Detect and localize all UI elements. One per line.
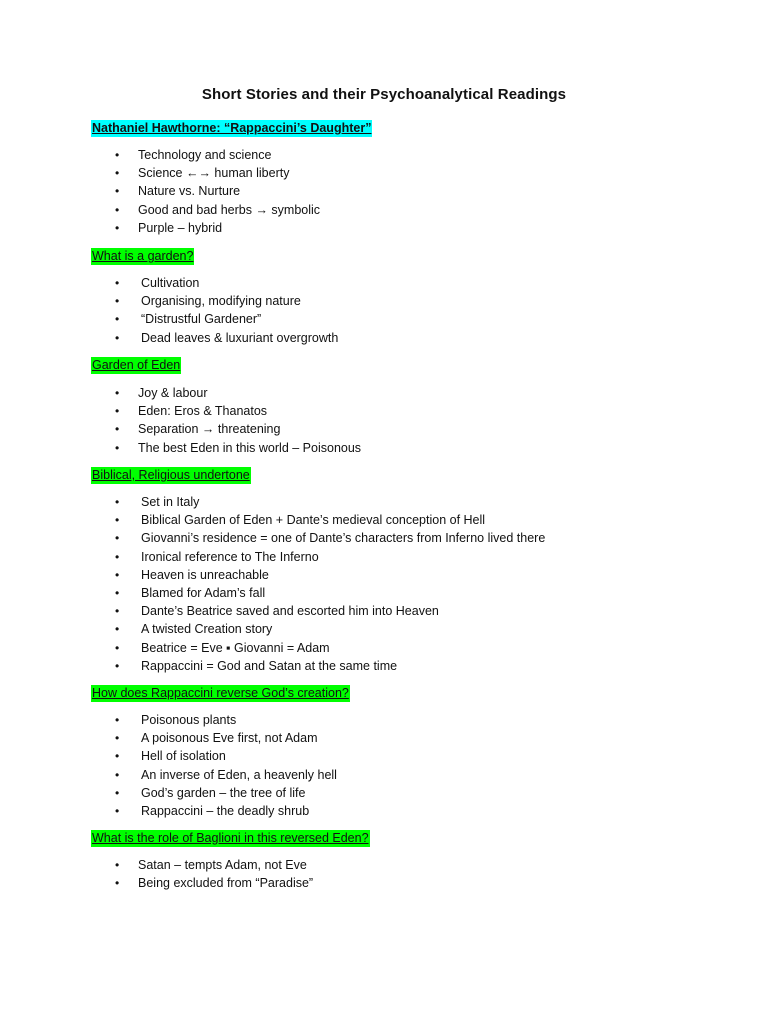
list-item xyxy=(0,310,338,328)
list-item-text: Hell of isolation xyxy=(141,749,226,764)
list-item-text: Rappaccini – the deadly shrub xyxy=(141,803,310,818)
list-item xyxy=(0,146,320,164)
list-item-text: Organising, modifying nature xyxy=(141,294,301,309)
bullet-icon: • xyxy=(115,294,120,309)
list-item xyxy=(0,182,320,200)
bullet-icon: • xyxy=(115,658,120,673)
section-heading-biblical: Biblical, Religious undertone xyxy=(92,468,250,482)
page-title: Short Stories and their Psychoanalytical Readings xyxy=(201,86,567,103)
list-item xyxy=(0,802,337,820)
list-item xyxy=(0,620,545,638)
bullet-icon: • xyxy=(115,567,120,582)
bullet-list-eden xyxy=(0,384,361,457)
list-item-text: Joy & labour xyxy=(138,386,208,400)
bullet-icon: • xyxy=(115,640,120,655)
bullet-icon: • xyxy=(115,276,120,290)
bullet-list-reverse xyxy=(0,711,337,820)
list-item xyxy=(0,164,320,182)
bullet-icon: • xyxy=(115,622,120,637)
bullet-icon: • xyxy=(115,440,120,455)
bullet-icon: • xyxy=(115,713,120,727)
list-item-text: A poisonous Eve first, not Adam xyxy=(141,731,318,746)
list-item-text: Heaven is unreachable xyxy=(141,567,269,582)
list-item-text: Beatrice = Eve ▪ Giovanni = Adam xyxy=(141,640,330,655)
section-heading-eden: Garden of Eden xyxy=(92,358,181,372)
list-item-text: A twisted Creation story xyxy=(141,622,273,637)
bullet-icon: • xyxy=(115,785,120,800)
bullet-icon: • xyxy=(115,749,120,764)
list-item-text: An inverse of Eden, a heavenly hell xyxy=(141,767,337,782)
list-item-text: Dante’s Beatrice saved and escorted him into Heaven xyxy=(141,604,439,619)
list-item xyxy=(0,766,337,784)
list-item-text: Good and bad herbs → symbolic xyxy=(138,202,321,217)
bullet-icon: • xyxy=(115,876,120,891)
section-heading-garden: What is a garden? xyxy=(92,249,194,263)
list-item-text: Set in Italy xyxy=(141,495,200,509)
bullet-icon: • xyxy=(115,312,120,327)
list-item-text: Separation → threatening xyxy=(138,422,281,437)
bullet-icon: • xyxy=(115,422,120,437)
list-item xyxy=(0,439,361,457)
list-item xyxy=(0,201,320,219)
list-item-text: Nature vs. Nurture xyxy=(138,184,241,199)
list-item xyxy=(0,784,337,802)
list-item xyxy=(0,711,337,729)
bullet-icon: • xyxy=(115,148,120,162)
list-item-text: Giovanni’s residence = one of Dante’s characters from Inferno lived there xyxy=(141,531,546,546)
bullet-icon: • xyxy=(115,803,120,818)
bullet-icon: • xyxy=(115,404,120,419)
list-item xyxy=(0,548,545,566)
list-item-text: Ironical reference to The Inferno xyxy=(141,549,319,564)
bullet-icon: • xyxy=(115,202,120,217)
bullet-icon: • xyxy=(115,330,120,345)
list-item xyxy=(0,584,545,602)
section-heading-baglioni: What is the role of Baglioni in this reversed Eden? xyxy=(92,831,369,845)
bullet-icon: • xyxy=(115,220,120,235)
list-item xyxy=(0,274,338,292)
list-item xyxy=(0,493,545,511)
bullet-icon: • xyxy=(115,495,120,509)
list-item-text: God’s garden – the tree of life xyxy=(141,785,306,800)
list-item-text: Dead leaves & luxuriant overgrowth xyxy=(141,330,339,345)
list-item xyxy=(0,384,361,402)
list-item-text: Satan – tempts Adam, not Eve xyxy=(138,858,307,872)
bullet-icon: • xyxy=(115,767,120,782)
bullet-icon: • xyxy=(115,184,120,199)
section-heading-reverse: How does Rappaccini reverse God’s creation? xyxy=(92,686,349,700)
list-item xyxy=(0,747,337,765)
bullet-icon: • xyxy=(115,858,120,872)
list-item xyxy=(0,511,545,529)
bullet-list-garden xyxy=(0,274,338,347)
list-item xyxy=(0,856,313,874)
list-item-text: The best Eden in this world – Poisonous xyxy=(138,440,362,455)
list-item-text: Poisonous plants xyxy=(141,713,237,727)
list-item xyxy=(0,729,337,747)
list-item-text: Blamed for Adam’s fall xyxy=(141,585,266,600)
list-item xyxy=(0,420,361,438)
bullet-icon: • xyxy=(115,386,120,400)
list-item-text: Rappaccini = God and Satan at the same time xyxy=(141,658,398,673)
list-item xyxy=(0,657,545,675)
bullet-icon: • xyxy=(115,604,120,619)
list-item xyxy=(0,639,545,657)
bullet-list-baglioni xyxy=(0,856,313,892)
list-item xyxy=(0,529,545,547)
list-item-text: Being excluded from “Paradise” xyxy=(138,876,314,891)
bullet-icon: • xyxy=(115,585,120,600)
bullet-icon: • xyxy=(115,531,120,546)
bullet-icon: • xyxy=(115,731,120,746)
list-item xyxy=(0,329,338,347)
list-item-text: Cultivation xyxy=(141,276,200,290)
list-item xyxy=(0,219,320,237)
section-heading-hawthorne: Nathaniel Hawthorne: “Rappaccini’s Daughter” xyxy=(92,121,372,135)
list-item xyxy=(0,874,313,892)
list-item xyxy=(0,292,338,310)
bullet-list-biblical xyxy=(0,493,545,675)
list-item xyxy=(0,566,545,584)
bullet-icon: • xyxy=(115,513,120,528)
list-item-text: Technology and science xyxy=(138,148,272,162)
bullet-icon: • xyxy=(115,549,120,564)
bullet-icon: • xyxy=(115,166,120,181)
list-item xyxy=(0,402,361,420)
list-item-text: Eden: Eros & Thanatos xyxy=(138,404,268,419)
bullet-list-hawthorne xyxy=(0,146,320,237)
list-item-text: Purple – hybrid xyxy=(138,220,223,235)
list-item-text: Science ←→ human liberty xyxy=(138,166,290,181)
list-item xyxy=(0,602,545,620)
list-item-text: Biblical Garden of Eden + Dante’s medieval conception of Hell xyxy=(141,513,486,528)
list-item-text: “Distrustful Gardener” xyxy=(141,312,262,327)
